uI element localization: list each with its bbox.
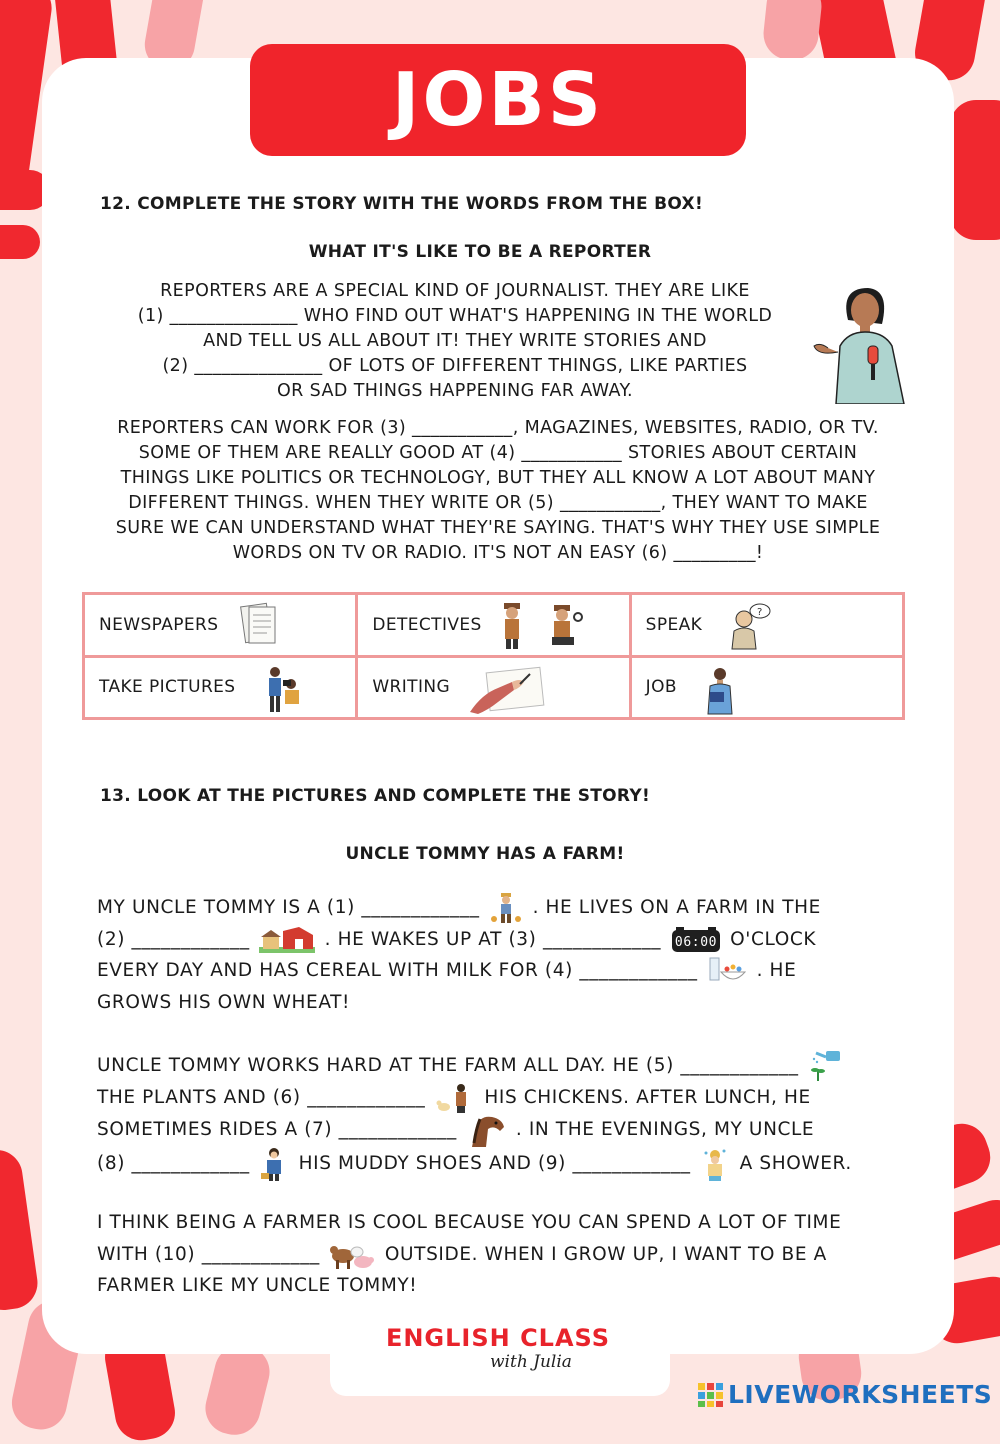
text-line: (1) ______________ WHO FIND OUT WHAT'S HAPPENING IN THE WORLD	[137, 306, 773, 326]
brand-subtitle: with Julia	[490, 1352, 572, 1372]
story-line: I THINK BEING A FARMER IS COOL BECAUSE YOU CAN SPEND A LOT OF TIME	[97, 1212, 842, 1233]
story-paragraph-1	[97, 892, 917, 1018]
story-line	[97, 1239, 927, 1271]
camera-people-icon	[263, 664, 303, 716]
farm-barn-icon	[259, 927, 315, 953]
story-text: UNCLE TOMMY WORKS HARD AT THE FARM ALL DAY. HE (5) ____________	[97, 1055, 799, 1076]
story-text: THE PLANTS AND (6) ____________	[97, 1086, 426, 1108]
story-paragraph-3	[97, 1207, 927, 1302]
text-line: (2) ______________ OF LOTS OF DIFFERENT THINGS, LIKE PARTIES	[162, 356, 748, 376]
exercise-12-subtitle: WHAT IT'S LIKE TO BE A REPORTER	[308, 242, 652, 262]
job-person-icon	[700, 664, 740, 716]
exercise-12-paragraph-1	[90, 279, 820, 404]
svg-text:?: ?	[756, 607, 763, 618]
story-text: O'CLOCK	[730, 928, 817, 950]
decor-stroke	[200, 1340, 275, 1441]
word-label: SPEAK	[645, 614, 703, 635]
text-line: THINGS LIKE POLITICS OR TECHNOLOGY, BUT THEY ALL KNOW A LOT ABOUT MANY	[120, 468, 876, 488]
word-label: JOB	[645, 677, 677, 698]
exercise-12-heading: 12. COMPLETE THE STORY WITH THE WORDS FROM THE BOX!	[100, 194, 703, 214]
text-line: REPORTERS CAN WORK FOR (3) ___________, MAGAZINES, WEBSITES, RADIO, OR TV.	[117, 418, 879, 438]
exercise-12-paragraph-2	[78, 416, 918, 566]
liveworksheets-logo-icon	[698, 1383, 724, 1407]
word-label: WRITING	[372, 677, 451, 698]
decor-stroke	[761, 0, 824, 63]
story-text: . HE WAKES UP AT (3) ____________	[324, 928, 662, 950]
story-paragraph-2	[97, 1050, 927, 1181]
liveworksheets-watermark[interactable]	[698, 1380, 992, 1409]
brand-name: ENGLISH CLASS	[385, 1324, 611, 1352]
story-text: . HE	[756, 960, 797, 981]
story-text: EVERY DAY AND HAS CEREAL WITH MILK FOR (4) ____________	[97, 960, 698, 981]
story-text: HIS MUDDY SHOES AND (9) ____________	[298, 1153, 691, 1174]
text-line: SURE WE CAN UNDERSTAND WHAT THEY'RE SAYING. THAT'S WHY THEY USE SIMPLE	[115, 518, 881, 538]
story-text: (8) ____________	[97, 1153, 250, 1174]
word-box-row	[84, 594, 904, 657]
story-text: HIS CHICKENS. AFTER LUNCH, HE	[484, 1086, 811, 1108]
text-line: REPORTERS ARE A SPECIAL KIND OF JOURNALIST. THEY ARE LIKE	[160, 281, 750, 301]
text-line: WORDS ON TV OR RADIO. IT'S NOT AN EASY (6) _________!	[232, 543, 764, 563]
detectives-icon	[492, 601, 592, 651]
word-label: NEWSPAPERS	[99, 614, 219, 635]
text-line: AND TELL US ALL ABOUT IT! THEY WRITE STORIES AND	[203, 331, 707, 351]
story-text: (2) ____________	[97, 928, 250, 950]
story-line	[97, 892, 917, 924]
horse-icon	[466, 1113, 506, 1147]
story-text: WITH (10) ____________	[97, 1243, 320, 1265]
exercise-13-subtitle: UNCLE TOMMY HAS A FARM!	[345, 844, 625, 864]
reporter-illustration	[808, 280, 912, 404]
title-banner	[250, 44, 746, 156]
word-cell	[84, 594, 357, 657]
chicken-feeding-icon	[435, 1083, 475, 1113]
text-line: OR SAD THINGS HAPPENING FAR AWAY.	[276, 381, 634, 401]
story-line	[97, 1050, 927, 1082]
story-text: SOMETIMES RIDES A (7) ____________	[97, 1119, 457, 1140]
watering-can-icon	[808, 1051, 844, 1081]
story-text: . IN THE EVENINGS, MY UNCLE	[515, 1119, 815, 1140]
word-cell	[84, 656, 357, 719]
farm-animals-icon	[329, 1240, 375, 1270]
story-line	[97, 1147, 927, 1181]
story-line: GROWS HIS OWN WHEAT!	[97, 991, 351, 1013]
page-title: JOBS	[391, 57, 605, 143]
cleaning-shoes-icon	[259, 1147, 289, 1181]
story-line: FARMER LIKE MY UNCLE TOMMY!	[97, 1275, 418, 1296]
word-cell	[357, 594, 630, 657]
text-line: SOME OF THEM ARE REALLY GOOD AT (4) ___________ STORIES ABOUT CERTAIN	[138, 443, 858, 463]
story-line	[97, 955, 917, 987]
story-text: OUTSIDE. WHEN I GROW UP, I WANT TO BE A	[384, 1243, 827, 1265]
decor-stroke	[0, 1147, 41, 1314]
writing-hand-icon	[468, 664, 548, 714]
cereal-bowl-icon	[707, 956, 747, 986]
story-text: MY UNCLE TOMMY IS A (1) ____________	[97, 897, 480, 918]
story-text: A SHOWER.	[739, 1153, 852, 1174]
word-cell	[630, 594, 903, 657]
word-cell	[630, 656, 903, 719]
newspapers-icon	[239, 601, 279, 647]
word-label: DETECTIVES	[372, 614, 482, 635]
exercise-13-heading: 13. LOOK AT THE PICTURES AND COMPLETE THE STORY!	[100, 786, 651, 806]
decor-stroke	[0, 225, 40, 259]
farmer-icon	[489, 893, 523, 923]
watermark-text: LIVEWORKSHEETS	[728, 1380, 993, 1409]
alarm-clock-icon	[671, 927, 721, 953]
story-line	[97, 1082, 927, 1114]
speak-icon	[726, 601, 776, 651]
story-line	[97, 1113, 927, 1147]
clock-time: 06:00	[674, 934, 717, 950]
word-cell	[357, 656, 630, 719]
word-box	[82, 592, 905, 720]
shower-icon	[700, 1147, 730, 1181]
story-line	[97, 924, 917, 956]
story-text: . HE LIVES ON A FARM IN THE	[532, 897, 821, 918]
text-line: DIFFERENT THINGS. WHEN THEY WRITE OR (5) ___________, THEY WANT TO MAKE	[128, 493, 868, 513]
word-box-row	[84, 656, 904, 719]
decor-stroke	[950, 100, 1000, 240]
word-label: TAKE PICTURES	[99, 677, 236, 698]
